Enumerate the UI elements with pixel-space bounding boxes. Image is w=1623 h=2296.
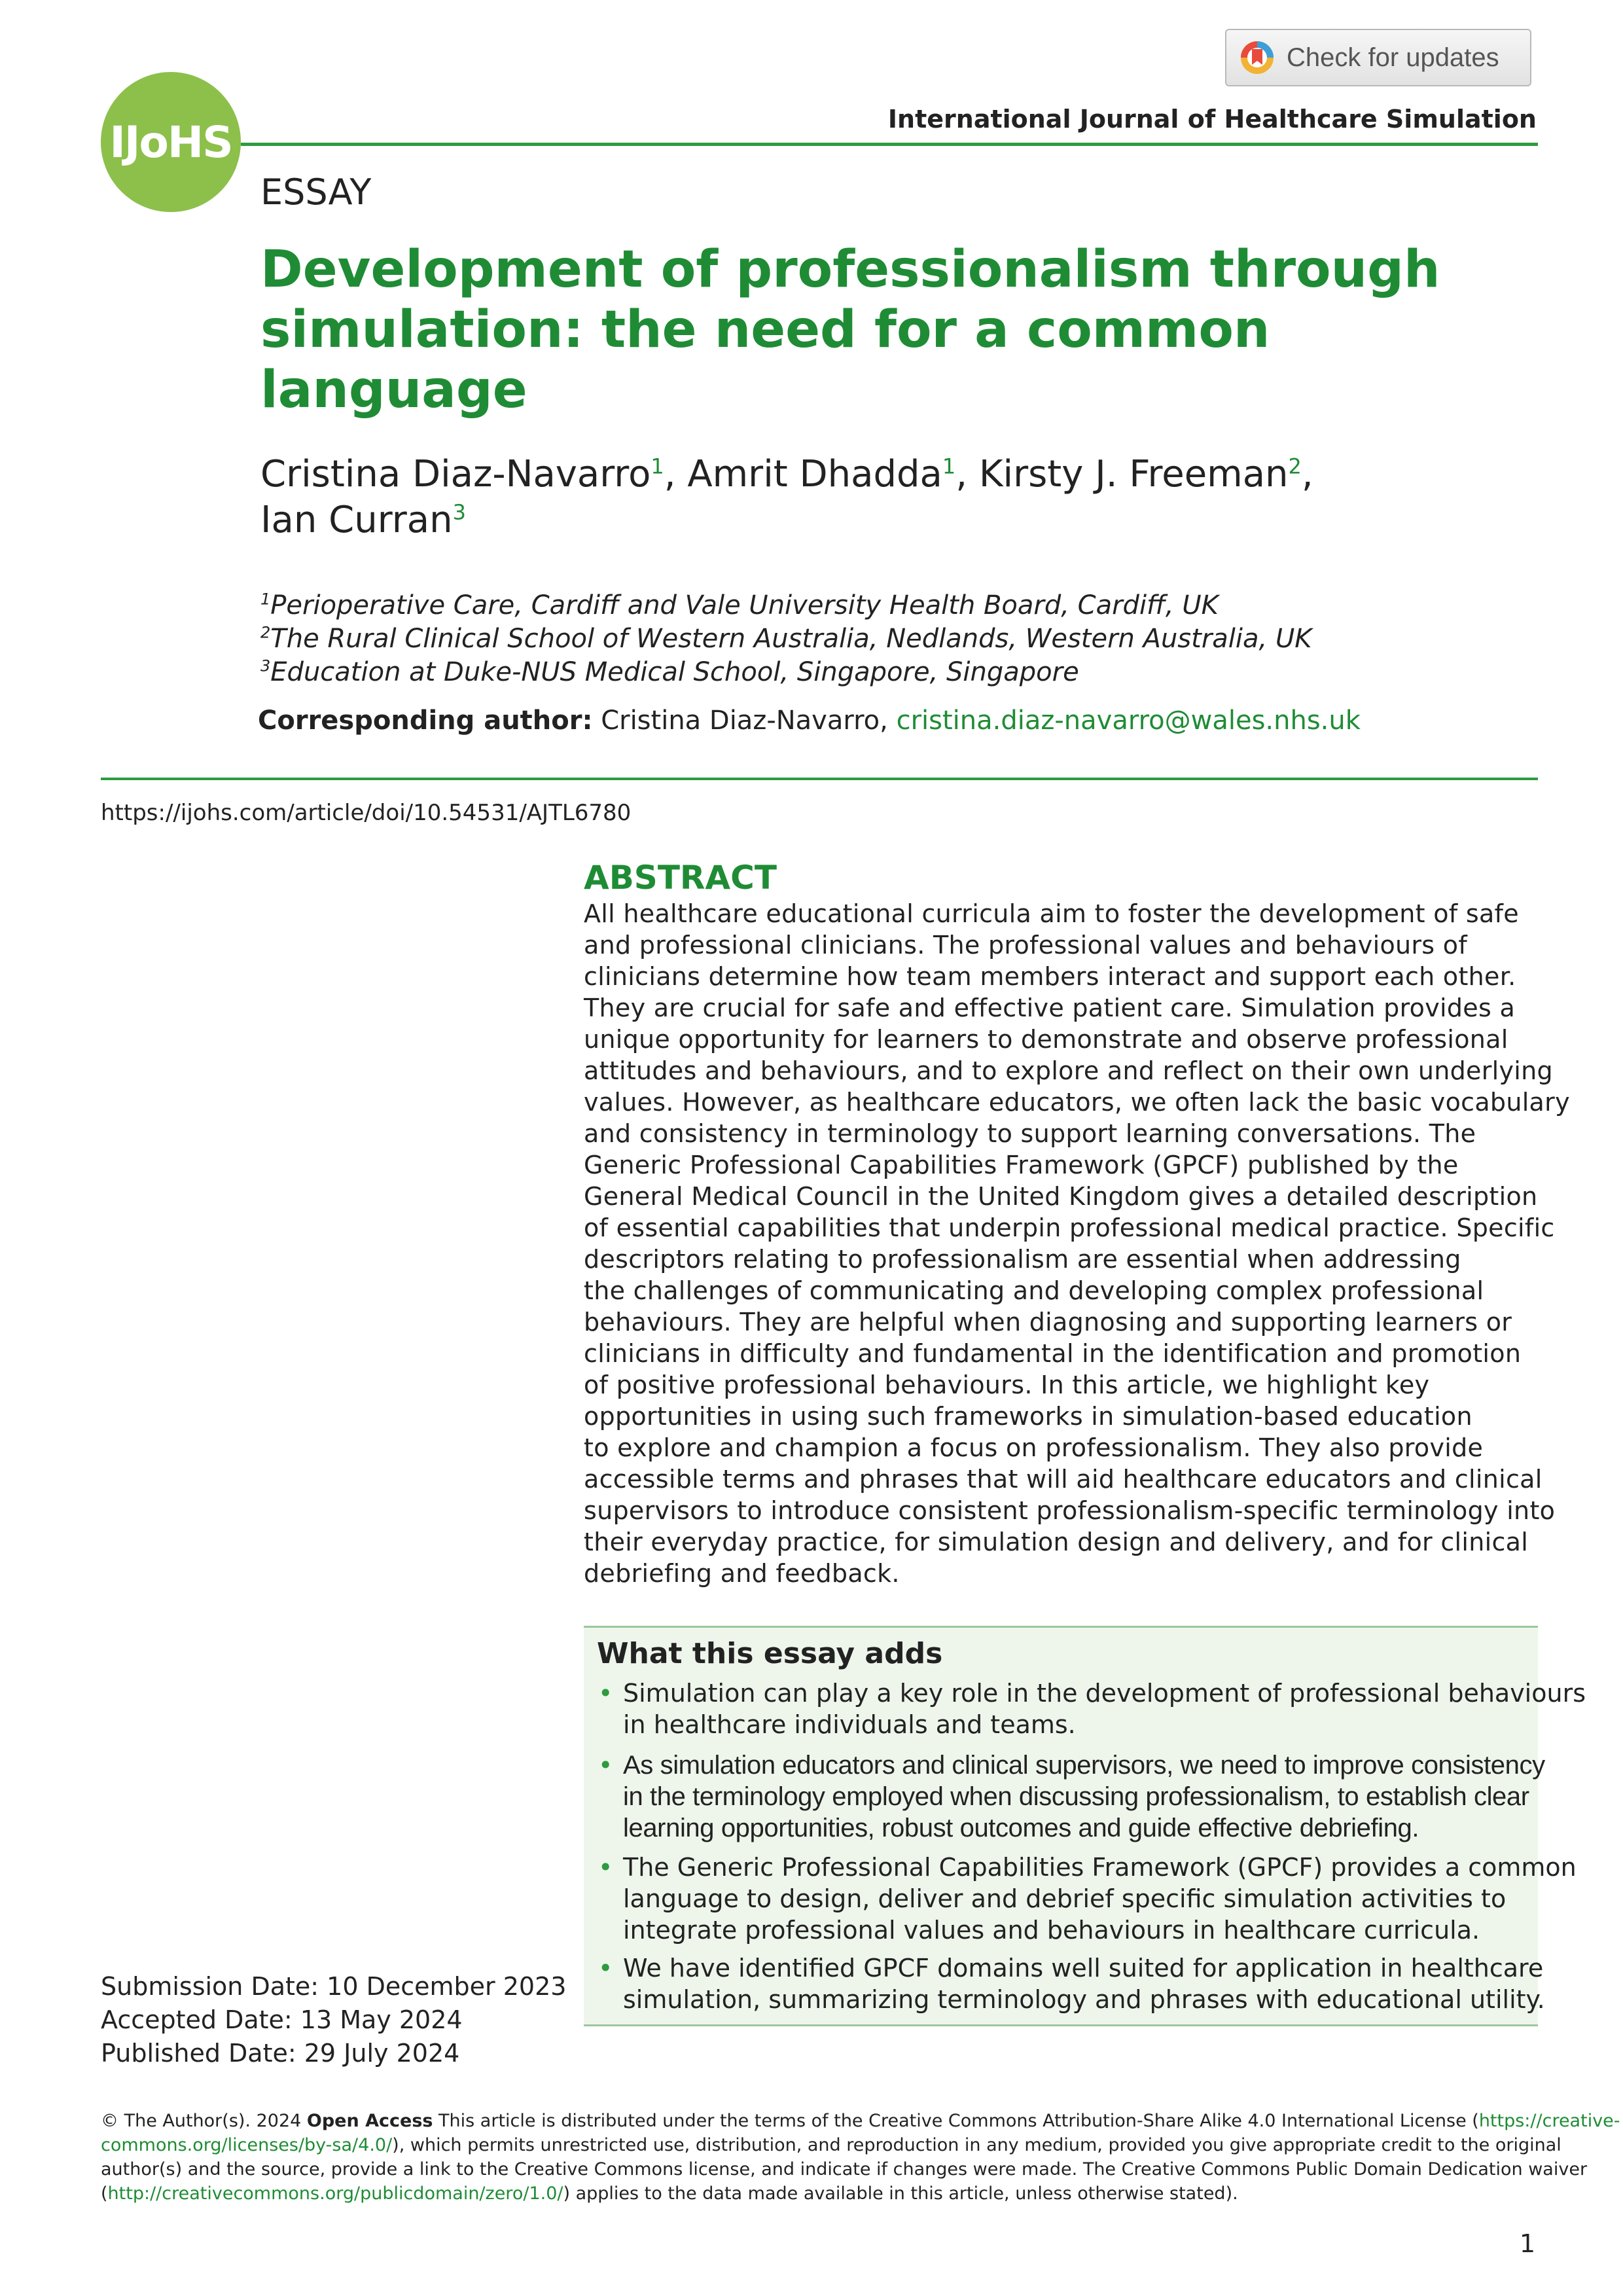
author-name: Amrit Dhadda bbox=[687, 453, 942, 495]
license-link[interactable]: commons.org/licenses/by-sa/4.0/ bbox=[101, 2135, 393, 2155]
abstract-line: clinicians determine how team members interact and support each other. bbox=[584, 962, 1516, 991]
abstract-line: their everyday practice, for simulation design and delivery, and for clinical bbox=[584, 1528, 1529, 1556]
abstract-line: and professional clinicians. The professional values and behaviours of bbox=[584, 931, 1468, 960]
abstract-line: General Medical Council in the United Kingdom gives a detailed description bbox=[584, 1182, 1538, 1211]
license-link[interactable]: https://creative- bbox=[1478, 2111, 1620, 2131]
adds-bullet-line: integrate professional values and behaviours in healthcare curricula. bbox=[623, 1916, 1480, 1945]
author-affiliation-mark: 1 bbox=[942, 454, 956, 479]
abstract-line: descriptors relating to professionalism are essential when addressing bbox=[584, 1245, 1461, 1274]
public-domain-link[interactable]: http://creativecommons.org/publicdomain/zero/1.0/ bbox=[107, 2183, 563, 2204]
affiliation-item bbox=[260, 656, 1311, 689]
affiliation-number: 1 bbox=[260, 590, 271, 609]
adds-bullet-line: The Generic Professional Capabilities Framework (GPCF) provides a common bbox=[623, 1853, 1577, 1882]
abstract-line: and consistency in terminology to support learning conversations. The bbox=[584, 1119, 1476, 1148]
adds-heading: What this essay adds bbox=[597, 1637, 943, 1670]
author-affiliation-mark: 1 bbox=[651, 454, 664, 479]
author-affiliation-mark: 3 bbox=[452, 499, 466, 525]
abstract-line: accessible terms and phrases that will aid healthcare educators and clinical bbox=[584, 1465, 1543, 1494]
abstract-line: opportunities in using such frameworks in simulation-based education bbox=[584, 1402, 1472, 1431]
what-this-essay-adds-box bbox=[584, 1626, 1586, 2026]
abstract-line: of essential capabilities that underpin professional medical practice. Specific bbox=[584, 1213, 1555, 1242]
adds-bullet-line: Simulation can play a key role in the development of professional behaviours bbox=[623, 1679, 1586, 1708]
abstract-line: of positive professional behaviours. In this article, we highlight key bbox=[584, 1371, 1430, 1399]
author-name: Cristina Diaz-Navarro bbox=[260, 453, 651, 495]
affiliation-item bbox=[260, 622, 1311, 656]
license-text: ), which permits unrestricted use, distribution, and reproduction in any medium, provided you give appropriate credit to the original bbox=[392, 2135, 1561, 2155]
bullet-icon: • bbox=[598, 1679, 613, 1708]
license-text: ) applies to the data made available in this article, unless otherwise stated). bbox=[563, 2183, 1238, 2204]
license-text: This article is distributed under the terms of the Creative Commons Attribution-Share Alike 4.0 International License ( bbox=[433, 2111, 1479, 2131]
article-type: ESSAY bbox=[260, 171, 372, 213]
doi-link[interactable]: https://ijohs.com/article/doi/10.54531/AJTL6780 bbox=[101, 800, 632, 826]
title-line: language bbox=[260, 361, 527, 420]
abstract-line: the challenges of communicating and developing complex professional bbox=[584, 1276, 1484, 1305]
corresponding-label: Corresponding author: bbox=[258, 706, 593, 736]
corresponding-email-link[interactable]: cristina.diaz-navarro@wales.nhs.uk bbox=[896, 706, 1361, 736]
abstract-line: behaviours. They are helpful when diagnosing and supporting learners or bbox=[584, 1308, 1512, 1336]
abstract-line: clinicians in difficulty and fundamental in the identification and promotion bbox=[584, 1339, 1522, 1368]
abstract-line: values. However, as healthcare educators, we often lack the basic vocabulary bbox=[584, 1088, 1570, 1117]
author-name: Kirsty J. Freeman bbox=[978, 453, 1289, 495]
abstract-line: supervisors to introduce consistent professionalism-specific terminology into bbox=[584, 1496, 1556, 1525]
affiliation-text: Perioperative Care, Cardiff and Vale University Health Board, Cardiff, UK bbox=[270, 590, 1219, 620]
license-line bbox=[101, 2133, 1561, 2157]
abstract-line: attitudes and behaviours, and to explore and reflect on their own underlying bbox=[584, 1056, 1553, 1085]
affiliations bbox=[260, 589, 1311, 689]
abstract-line: debriefing and feedback. bbox=[584, 1559, 900, 1588]
affiliation-number: 2 bbox=[260, 623, 271, 642]
abstract-line: All healthcare educational curricula aim to foster the development of safe bbox=[584, 899, 1519, 928]
license-line bbox=[101, 2181, 1541, 2206]
header-rule bbox=[241, 143, 1538, 146]
check-for-updates-button[interactable] bbox=[1225, 29, 1531, 86]
affiliation-item bbox=[260, 589, 1311, 622]
abstract-line: to explore and champion a focus on professionalism. They also provide bbox=[584, 1433, 1484, 1462]
logo-text: IJoHS bbox=[109, 117, 232, 168]
published-date: Published Date: 29 July 2024 bbox=[101, 2039, 460, 2068]
license-text: ( bbox=[101, 2183, 108, 2204]
abstract-body bbox=[584, 898, 1570, 1589]
adds-bullet-line: simulation, summarizing terminology and phrases with educational utility. bbox=[623, 1985, 1545, 2014]
open-access-label: Open Access bbox=[306, 2111, 433, 2131]
affiliation-text: Education at Duke-NUS Medical School, Singapore, Singapore bbox=[270, 657, 1079, 687]
license-line bbox=[101, 2109, 1620, 2133]
author-line: Cristina Diaz-Navarro$^1$, Amrit Dhadda$^1$, Kirsty J. Freeman$^2$, bbox=[260, 453, 1313, 495]
journal-logo bbox=[101, 72, 241, 212]
adds-bullet-line: language to design, deliver and debrief specific simulation activities to bbox=[623, 1884, 1507, 1913]
accepted-date: Accepted Date: 13 May 2024 bbox=[101, 2005, 463, 2034]
crossmark-icon bbox=[1240, 40, 1275, 75]
corresponding-name: Cristina Diaz-Navarro, bbox=[601, 706, 888, 736]
abstract-line: They are crucial for safe and effective patient care. Simulation provides a bbox=[584, 994, 1516, 1022]
title-line: Development of professionalism through bbox=[260, 240, 1440, 299]
author-list bbox=[260, 452, 1438, 543]
affiliation-number: 3 bbox=[260, 656, 271, 675]
article-title bbox=[260, 240, 1438, 420]
license-line: author(s) and the source, provide a link to the Creative Commons license, and indicate if changes were made. The Creative Commons Public Domain Dedication waiver bbox=[101, 2159, 1588, 2179]
license-text: © The Author(s). 2024 bbox=[101, 2111, 307, 2131]
abstract-line: unique opportunity for learners to demonstrate and observe professional bbox=[584, 1025, 1508, 1054]
corresponding-author bbox=[258, 706, 1361, 736]
author-line bbox=[260, 497, 1438, 543]
page-number: 1 bbox=[1519, 2229, 1535, 2258]
bullet-icon: • bbox=[598, 1751, 613, 1780]
adds-bullet-line: learning opportunities, robust outcomes and guide effective debriefing. bbox=[623, 1814, 1419, 1842]
bullet-icon: • bbox=[598, 1954, 613, 1982]
adds-bullet-line: in the terminology employed when discussing professionalism, to establish clear bbox=[623, 1782, 1529, 1811]
abstract-line: Generic Professional Capabilities Framework (GPCF) published by the bbox=[584, 1151, 1459, 1179]
affiliation-text: The Rural Clinical School of Western Australia, Nedlands, Western Australia, UK bbox=[270, 624, 1312, 654]
license-notice bbox=[101, 2109, 1620, 2206]
author-affiliation-mark: 2 bbox=[1288, 454, 1302, 479]
adds-bullet-line: We have identified GPCF domains well suited for application in healthcare bbox=[623, 1954, 1544, 1982]
bullet-icon: • bbox=[598, 1853, 613, 1882]
adds-bullet-line: As simulation educators and clinical supervisors, we need to improve consistency bbox=[623, 1751, 1545, 1780]
abstract-heading: ABSTRACT bbox=[584, 859, 777, 897]
author-name: Ian Curran bbox=[260, 499, 453, 541]
title-line: simulation: the need for a common bbox=[260, 300, 1270, 359]
journal-name: International Journal of Healthcare Simulation bbox=[887, 105, 1537, 134]
check-for-updates-label: Check for updates bbox=[1287, 43, 1499, 72]
section-rule bbox=[101, 778, 1538, 780]
submission-date: Submission Date: 10 December 2023 bbox=[101, 1972, 567, 2001]
article-dates bbox=[101, 1970, 566, 2070]
adds-bullet-line: in healthcare individuals and teams. bbox=[623, 1710, 1076, 1739]
